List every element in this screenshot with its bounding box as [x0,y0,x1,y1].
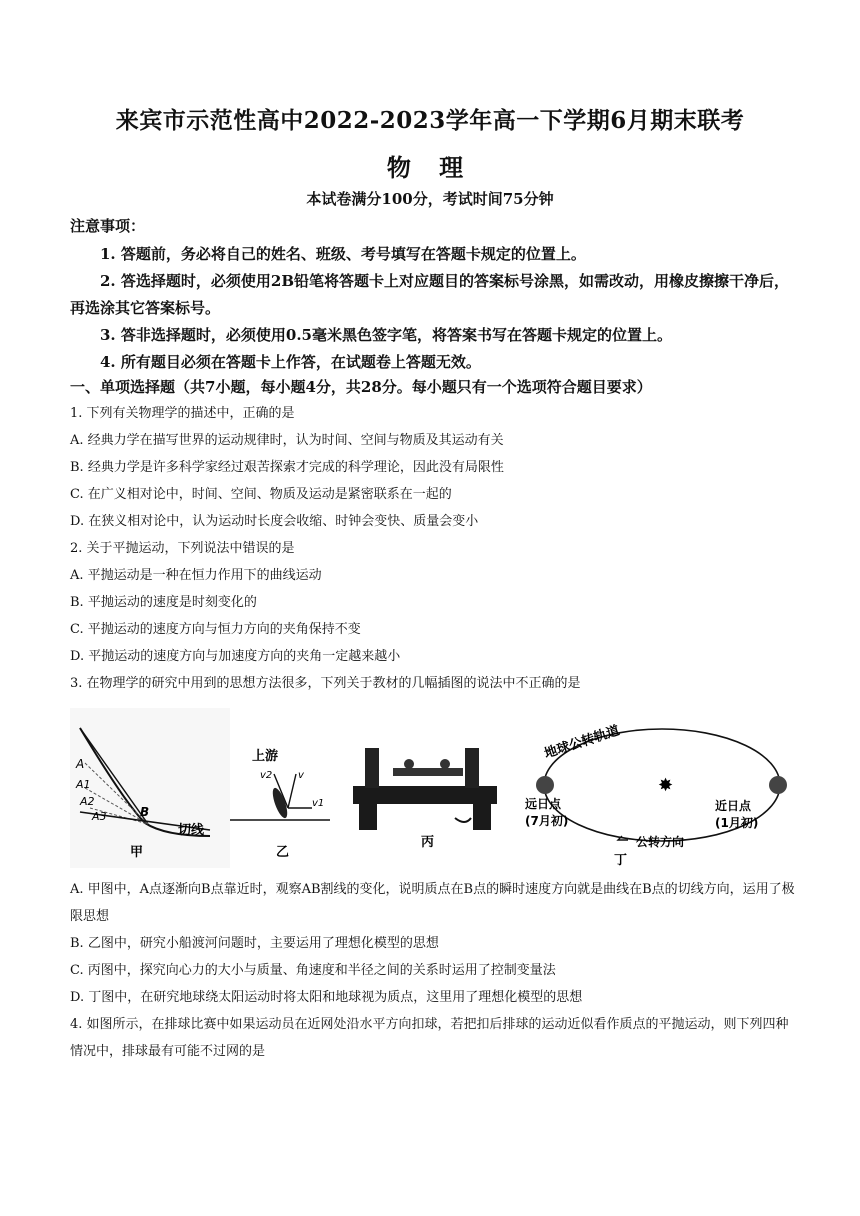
apparatus-arm [393,768,463,776]
v1-label: v1 [312,798,325,809]
question-1-option-a: A. 经典力学在描写世界的运动规律时，认为时间、空间与物质及其运动有关 [70,433,504,448]
orbit-label: 地球公转轨道 [542,723,622,762]
tangent-label: 切线 [178,823,205,838]
figure-ding-caption: 丁 [614,853,628,868]
question-1-option-d: D. 在狭义相对论中，认为运动时长度会收缩、时钟会变快、质量会变小 [70,514,479,529]
notice-item-3: 3. 答非选择题时，必须使用0.5毫米黑色签字笔，将答案书写在答题卡规定的位置上。 [100,326,672,344]
perihelion-label: 近日点 [715,799,752,813]
sun-icon: ✸ [658,775,674,796]
aphelion-time: (7月初) [525,814,569,828]
question-1-option-b: B. 经典力学是许多科学家经过艰苦探索才完成的科学理论，因此没有局限性 [70,460,504,475]
question-2-stem: 2. 关于平抛运动，下列说法中错误的是 [70,541,295,556]
question-1-stem: 1. 下列有关物理学的描述中，正确的是 [70,406,295,421]
point-a3-label: A3 [92,810,107,823]
question-2-option-c: C. 平抛运动的速度方向与恒力方向的夹角保持不变 [70,622,361,637]
upstream-label: 上游 [252,749,279,764]
figure-jia [70,708,230,868]
question-3-option-b: B. 乙图中，研究小船渡河问题时，主要运用了理想化模型的思想 [70,936,439,951]
apparatus-column [465,748,479,788]
crank-handle [455,818,471,822]
notice-item-1: 1. 答题前，务必将自己的姓名、班级、考号填写在答题卡规定的位置上。 [100,245,586,263]
notice-heading: 注意事项： [70,217,146,235]
question-3-option-d: D. 丁图中，在研究地球绕太阳运动时将太阳和地球视为质点，这里用了理想化模型的思想 [70,990,583,1005]
question-3-option-a: A. 甲图中，A点逐渐向B点靠近时，观察AB割线的变化，说明质点在B点的瞬时速度方向就是曲线在B点的切线方向，运用了极限思想 [70,882,795,924]
aphelion-label: 远日点 [525,797,562,811]
figure-jia-caption: 甲 [130,845,144,860]
point-b-label: B [140,805,150,819]
point-a1-label: A1 [76,778,91,791]
direction-label: 公转方向 [636,835,685,849]
apparatus-base [353,786,497,804]
earth-aphelion-icon [536,776,554,794]
exam-title: 来宾市示范性高中2022-2023学年高一下学期6月期末联考 [115,107,745,134]
apparatus-leg [359,804,377,830]
subject-title: 物 理 [386,153,474,182]
question-2-option-a: A. 平抛运动是一种在恒力作用下的曲线运动 [70,568,322,583]
figure-yi-caption: 乙 [276,845,290,860]
earth-perihelion-icon [769,776,787,794]
figure-yi [230,708,330,868]
boat-shape [270,786,290,819]
question-3-option-c: C. 丙图中，探究向心力的大小与质量、角速度和半径之间的关系时运用了控制变量法 [70,963,556,978]
figure-bing [345,708,505,868]
apparatus-leg [473,804,491,830]
figure-ding [510,708,790,868]
question-2-option-b: B. 平抛运动的速度是时刻变化的 [70,595,257,610]
question-3-stem: 3. 在物理学的研究中用到的思想方法很多，下列关于教材的几幅插图的说法中不正确的是 [70,676,581,691]
figure-bing-caption: 丙 [421,835,435,850]
apparatus-ball [440,759,450,769]
point-a-label: A [76,757,85,771]
point-a2-label: A2 [80,795,95,808]
notice-item-2: 2. 答选择题时，必须使用2B铅笔将答题卡上对应题目的答案标号涂黑，如需改动，用橡皮擦擦干净后，再选涂其它答案标号。 [70,272,790,317]
question-1-option-c: C. 在广义相对论中，时间、空间、物质及运动是紧密联系在一起的 [70,487,452,502]
v2-label: v2 [260,770,273,781]
v-label: v [298,770,304,781]
section-heading: 一、单项选择题（共7小题，每小题4分，共28分。每小题只有一个选项符合题目要求） [70,378,652,396]
notice-item-4: 4. 所有题目必须在答题卡上作答，在试题卷上答题无效。 [100,353,481,371]
apparatus-ball [404,759,414,769]
question-2-option-d: D. 平抛运动的速度方向与加速度方向的夹角一定越来越小 [70,649,401,664]
question-4-stem: 4. 如图所示，在排球比赛中如果运动员在近网处沿水平方向扣球，若把扣后排球的运动近似看作质点的平抛运动，则下列四种情况中，排球最有可能不过网的是 [70,1017,789,1059]
perihelion-time: (1月初) [715,816,759,830]
exam-info: 本试卷满分100分，考试时间75分钟 [306,190,554,208]
v-arrow [288,774,296,808]
apparatus-column [365,748,379,788]
